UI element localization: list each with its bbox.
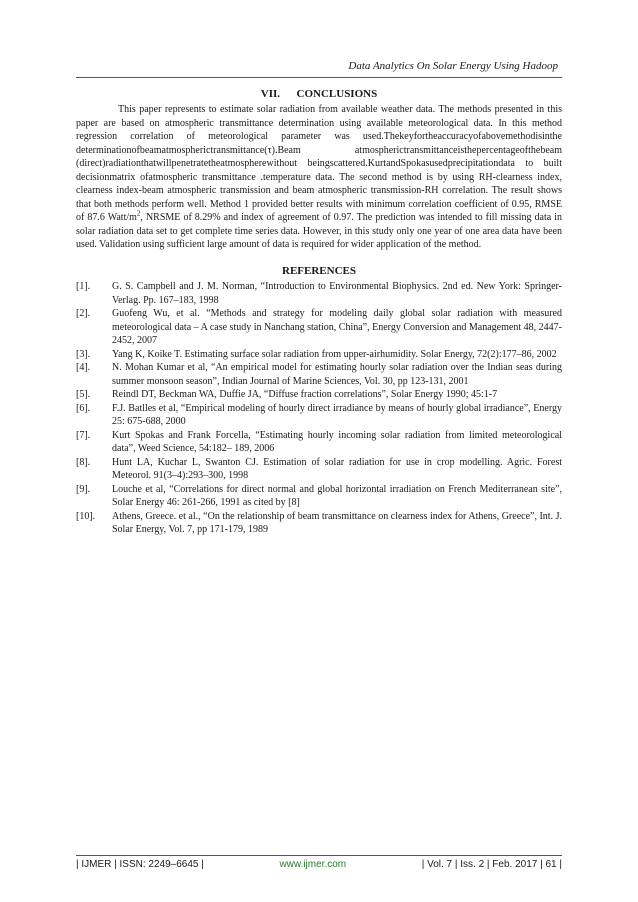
reference-number: [5]. [76, 389, 91, 400]
reference-item [76, 483, 562, 510]
reference-item [76, 429, 562, 456]
reference-item [76, 456, 562, 483]
reference-number: [7]. [76, 429, 91, 441]
reference-text: Yang K, Koike T. Estimating surface solar radiation from upper-airhumidity. Solar Energy, 72(2):177–86, 2002 [112, 348, 557, 360]
reference-text: Athens, Greece. et al., “On the relationship of beam transmittance on clearness index for Athens, Greece”, Int. J. Solar Energy, Vol. 7, pp 171-179, 1989 [112, 510, 562, 535]
reference-item [76, 307, 562, 348]
conclusions-heading: VII. CONCLUSIONS [260, 88, 378, 100]
page-footer [76, 859, 562, 870]
references-heading: REFERENCES [282, 265, 356, 277]
reference-text: Kurt Spokas and Frank Forcella, “Estimating hourly incoming solar radiation from limited meteorological data”, Weed Science, 54:182– 189, 2006 [112, 429, 562, 454]
footer-website-link[interactable]: www.ijmer.com [279, 859, 347, 870]
reference-item [76, 348, 562, 362]
reference-text: Hunt LA, Kuchar L, Swanton CJ. Estimation of solar radiation for use in crop modelling. Agric. Forest Meteorol. 91(3–4):293–300, 1998 [112, 456, 562, 481]
reference-item [76, 388, 562, 402]
reference-item [76, 280, 562, 307]
footer-rule [76, 855, 562, 856]
conclusions-paragraph [76, 103, 562, 252]
reference-text: N. Mohan Kumar et al, “An empirical model for estimating hourly solar radiation over the Indian seas during summer monsoon season”, Indian Journal of Marine Sciences, Vol. 30, pp 123-131, 2001 [112, 362, 562, 387]
reference-item [76, 510, 562, 537]
reference-text: G. S. Campbell and J. M. Norman, “Introduction to Environmental Biophysics. 2nd ed. New York: Springer-Verlag. Pp. 167–183, 1998 [112, 281, 562, 306]
conclusions-text-part-1: This paper represents to estimate solar radiation from available weather data. The methods presented in this paper are based on atmospheric transmittance determination using available meteorological data. In this method regression correlation of meteorological parameter was used.Thekeyfortheaccuracyofabovemethodisinthe determinationofbeamatmospherictransmittance(τ).Beam atmospherictransmittanceisthepercentageofthebeam (direct)radiationthatwillpenetratetheatmospherewithout beingscattered.KurtandSpokasusedprecipitationdata to built decisionmatrix ofatmospheric transmittance .temperature data. The second method is by using RH-clearness index, clearness index-beam atmospheric transmission and beam atmospheric transmission-RH correlation. The result shows that both methods perform well. Method 1 provided better results with minimum correlation coefficient of 0.95, RMSE of 87.6 Watt/m [76, 104, 562, 223]
reference-text: Reindl DT, Beckman WA, Duffie JA, “Diffuse fraction correlations”, Solar Energy 1990; 45:1-7 [112, 389, 498, 400]
reference-item [76, 402, 562, 429]
reference-item [76, 361, 562, 388]
footer-issue-info: | Vol. 7 | Iss. 2 | Feb. 2017 | 61 | [421, 859, 562, 870]
reference-number: [2]. [76, 308, 91, 319]
conclusions-text-part-2: , NRSME of 8.29% and index of agreement of 0.97. The prediction was intended to fill missing data in solar radiation data set to get complete time series data. However, in this study only one year of one area data have been used. Validation using sufficient large amount of data is required for wider application of the method. [76, 212, 562, 250]
references-list [76, 280, 562, 537]
reference-number: [1]. [76, 281, 91, 292]
reference-number: [10]. [76, 510, 96, 522]
superscript-exponent: 2 [136, 209, 141, 218]
reference-number: [4]. [76, 362, 91, 373]
running-header: Data Analytics On Solar Energy Using Hadoop [348, 60, 558, 72]
reference-text: F.J. Batlles et al, “Empirical modeling of hourly direct irradiance by means of hourly global irradiance”, Energy 25: 675-688, 2000 [112, 402, 562, 427]
reference-number: [9]. [76, 483, 91, 495]
reference-text: Louche et al, “Correlations for direct normal and global horizontal irradiation on French Mediterranean site”, Solar Energy 46: 261-266, 1991 as cited by [8] [112, 483, 562, 508]
reference-number: [8]. [76, 456, 91, 468]
reference-number: [3]. [76, 348, 91, 360]
reference-text: Guofeng Wu, et al. “Methods and strategy for modeling daily global solar radiation with measured meteorological data – A case study in Nanchang station, China”, Energy Conversion and Management 48, 2447-2452, 2007 [112, 308, 562, 346]
header-rule [76, 77, 562, 78]
footer-journal-info: | IJMER | ISSN: 2249–6645 | [76, 859, 204, 870]
reference-number: [6]. [76, 402, 91, 414]
